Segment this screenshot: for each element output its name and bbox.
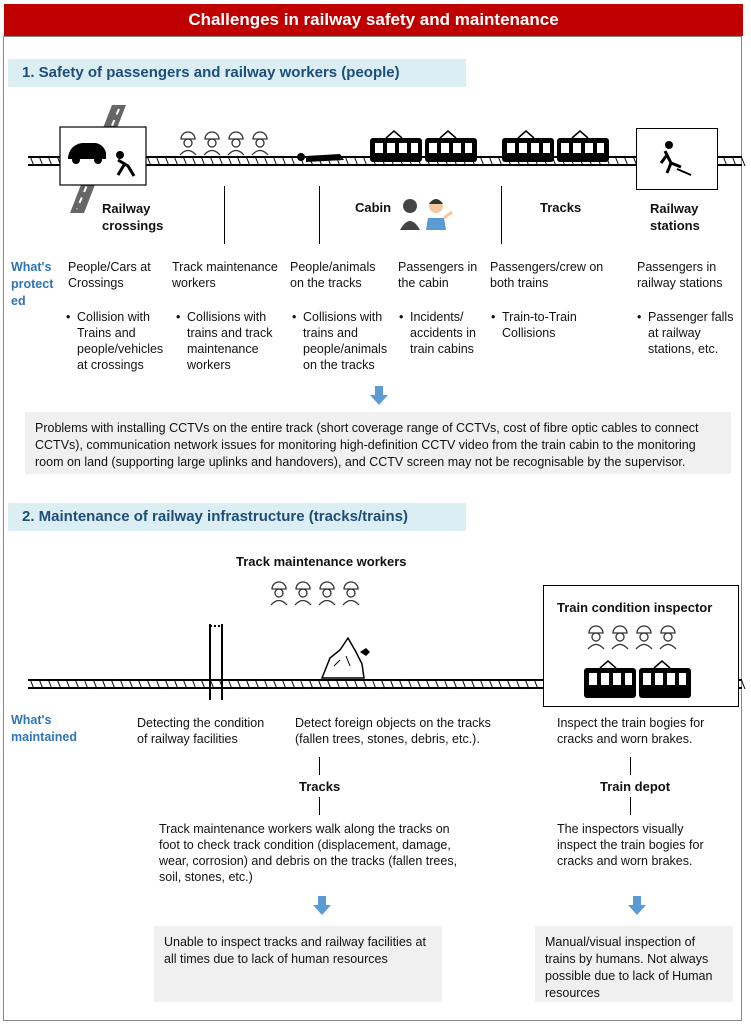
connector-line: [501, 186, 502, 244]
inspectors-icon: [586, 624, 681, 650]
label-tracks-2: Tracks: [299, 779, 341, 794]
connector-line: [224, 186, 225, 244]
issue-bullet-5: • Train-to-Train Collisions: [491, 310, 577, 340]
protected-who-3: People/animals on the tracks: [290, 260, 376, 290]
row-label-protected: What's protect ed: [11, 260, 54, 308]
connector-line: [319, 797, 320, 815]
detect-objects-text: Detect foreign objects on the tracks (fallen trees, stones, debris, etc.).: [295, 716, 491, 746]
debris-icon: [320, 636, 374, 678]
problem-box-depot: Manual/visual inspection of trains by humans. Not always possible due to lack of Human resources: [535, 926, 733, 1002]
down-arrow-icon-2: [312, 896, 332, 916]
workers-icon-2: [269, 580, 364, 606]
problem-box-1: Problems with installing CCTVs on the entire track (short coverage range of CCTVs, cost of fibre optic cables to connect CCTVs), communication network issues for monitoring high-definition CCTV video from the train cabin to the monitoring room on land (supporting large uplinks and handovers), and CCTV screen may not be recognisable by the supervisor.: [25, 412, 731, 474]
tracks-description: Track maintenance workers walk along the tracks on foot to check track condition (displacement, damage, wear, corrosion) and debris on the tracks (fallen trees, soil, stones, etc.): [159, 822, 458, 884]
label-train-depot: Train depot: [600, 779, 671, 794]
train-icon-3: [584, 660, 692, 700]
passengers-icon: [400, 196, 456, 230]
label-train-condition-inspector: Train condition inspector: [557, 600, 713, 615]
train-icon: [370, 130, 478, 164]
label-railway-crossings: Railway crossings: [102, 201, 164, 233]
station-fall-icon: [636, 128, 718, 190]
train-icon-2: [502, 130, 610, 164]
person-on-track-icon: [296, 150, 346, 164]
protected-who-2: Track maintenance workers: [172, 260, 278, 290]
problem-box-tracks: Unable to inspect tracks and railway facilities at all times due to lack of human resources: [154, 926, 442, 1002]
workers-icon: [178, 130, 273, 156]
inspect-bogies-text: Inspect the train bogies for cracks and worn brakes.: [557, 716, 705, 746]
protected-who-1: People/Cars at Crossings: [68, 260, 151, 290]
connector-line: [630, 797, 631, 815]
label-railway-stations: Railway stations: [650, 201, 700, 233]
label-cabin: Cabin: [355, 200, 392, 215]
label-track-maintenance-workers: Track maintenance workers: [236, 554, 407, 569]
section1-heading: 1. Safety of passengers and railway workers (people): [8, 59, 466, 87]
issue-bullet-6: • Passenger falls at railway stations, etc.: [637, 310, 734, 356]
issue-bullet-1: • Collision with Trains and people/vehicles at crossings: [66, 310, 164, 372]
label-tracks: Tracks: [540, 200, 582, 215]
detect-facilities-text: Detecting the condition of railway facilities: [137, 716, 265, 746]
protected-who-5: Passengers/crew on both trains: [490, 260, 604, 290]
railway-crossing-icon: [60, 105, 150, 213]
page-title: Challenges in railway safety and maintenance: [4, 4, 743, 36]
connector-line: [319, 186, 320, 244]
connector-line: [630, 757, 631, 775]
row-label-maintained: What's maintained: [11, 713, 77, 744]
section2-heading: 2. Maintenance of railway infrastructure (tracks/trains): [8, 503, 466, 531]
connector-line: [319, 757, 320, 775]
depot-description: The inspectors visually inspect the train bogies for cracks and worn brakes.: [557, 822, 704, 868]
issue-bullet-4: • Incidents/ accidents in train cabins: [399, 310, 477, 356]
catenary-pole-icon: [204, 620, 230, 700]
issue-bullet-3: • Collisions with trains and people/animals on the tracks: [292, 310, 388, 372]
issue-bullet-2: • Collisions with trains and track maintenance workers: [176, 310, 273, 372]
protected-who-6: Passengers in railway stations: [637, 260, 723, 290]
down-arrow-icon: [369, 386, 389, 406]
down-arrow-icon-3: [627, 896, 647, 916]
protected-who-4: Passengers in the cabin: [398, 260, 478, 290]
